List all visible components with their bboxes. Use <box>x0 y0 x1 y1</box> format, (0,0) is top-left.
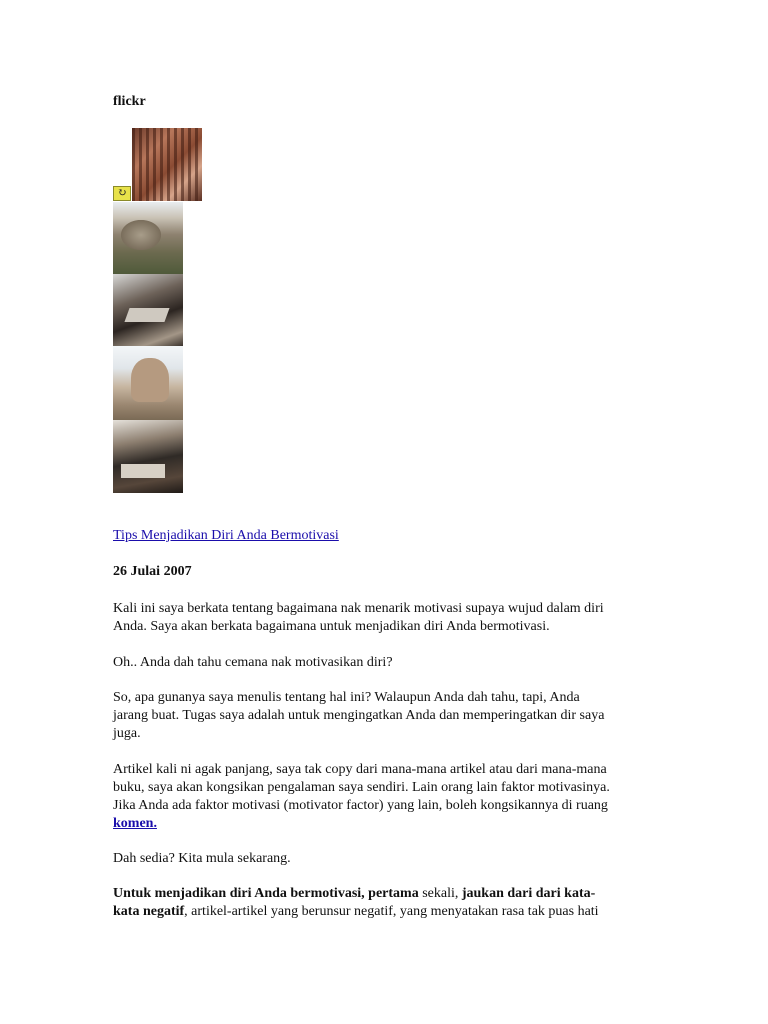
text-line: Artikel kali ni agak panjang, saya tak copy dari mana-mana artikel atau dari mana-mana <box>113 762 607 777</box>
flickr-photo-4[interactable] <box>113 346 183 420</box>
flickr-photo-5[interactable] <box>113 420 183 493</box>
text-line: So, apa gunanya saya menulis tentang hal ini? Walaupun Anda dah tahu, tapi, Anda <box>113 690 580 705</box>
post-title-link[interactable]: Tips Menjadikan Diri Anda Bermotivasi <box>113 528 339 543</box>
bold-text: kata negatif <box>113 904 185 919</box>
bold-text: Untuk menjadikan diri Anda bermotivasi, pertama <box>113 886 419 901</box>
text-line: Kali ini saya berkata tentang bagaimana nak menarik motivasi supaya wujud dalam diri <box>113 601 604 616</box>
paragraph-first-tip <box>113 885 653 921</box>
paragraph-purpose <box>113 689 653 743</box>
paragraph-ready: Dah sedia? Kita mula sekarang. <box>113 851 291 866</box>
flickr-photo-1[interactable] <box>132 128 202 201</box>
post-date: 26 Julai 2007 <box>113 564 192 579</box>
flickr-photo-3[interactable] <box>113 274 183 346</box>
flickr-photo-2[interactable] <box>113 202 183 274</box>
text-line: Jika Anda ada faktor motivasi (motivator factor) yang lain, boleh kongsikannya di ruang <box>113 798 608 813</box>
text-span: , artikel-artikel yang berunsur negatif, yang menyatakan rasa tak puas hati <box>184 904 599 919</box>
flickr-refresh-icon[interactable]: ↻ <box>113 186 131 201</box>
bold-text: jaukan dari dari kata- <box>461 886 596 901</box>
text-line: Anda. Saya akan berkata bagaimana untuk menjadikan diri Anda bermotivasi. <box>113 619 550 634</box>
text-span: sekali, <box>418 886 462 901</box>
flickr-gallery <box>113 128 213 498</box>
paragraph-intro <box>113 600 653 636</box>
flickr-heading: flickr <box>113 94 146 109</box>
text-line: buku, saya akan kongsikan pengalaman saya sendiri. Lain orang lain faktor motivasinya. <box>113 780 610 795</box>
text-line: jarang buat. Tugas saya adalah untuk mengingatkan Anda dan memperingatkan dir saya <box>113 708 605 723</box>
text-line: juga. <box>113 726 141 741</box>
paragraph-question: Oh.. Anda dah tahu cemana nak motivasikan diri? <box>113 655 393 670</box>
paragraph-article-note <box>113 761 653 833</box>
comment-link[interactable]: komen. <box>113 816 157 831</box>
